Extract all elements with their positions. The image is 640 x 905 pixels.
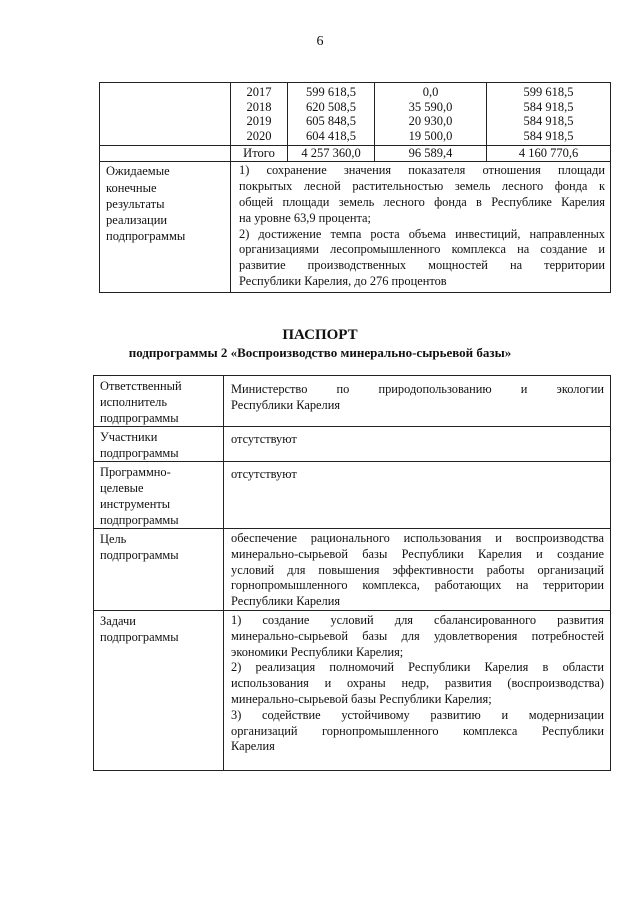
year-value: 2017 <box>246 85 272 99</box>
passport-value-line: Карелия <box>231 739 275 754</box>
passport-value-text <box>231 429 604 448</box>
passport-label-line: исполнитель <box>100 395 167 409</box>
passport-value-text <box>231 464 604 483</box>
passport-row-value <box>224 427 611 462</box>
passport-value-line: Министерство по природопользованию и экологии <box>231 382 604 396</box>
passport-row <box>94 462 611 529</box>
year-value: 2019 <box>246 114 272 129</box>
passport-value-line: условий для повышения эффективности работы организаций <box>231 562 604 577</box>
expected-results-line: Республики Карелия, до 276 процентов <box>239 273 447 288</box>
passport-row-value <box>224 376 611 427</box>
passport-label-line: Ответственный <box>100 379 182 393</box>
passport-row <box>94 427 611 462</box>
col3-column <box>487 83 611 146</box>
year-value: 2018 <box>246 99 272 114</box>
col3-value: 584 918,5 <box>523 114 574 129</box>
expected-results-label-line: реализации <box>106 212 168 227</box>
passport-value-line: горнопромышленного комплекса, работающих на территории <box>231 578 604 593</box>
passport-value-line: использования и охраны недр, развития (воспроизводства) <box>231 676 604 691</box>
passport-label-line: Цель <box>100 532 127 546</box>
passport-label-line: Программно- <box>100 465 171 479</box>
passport-row <box>94 529 611 611</box>
passport-label-line: подпрограммы <box>100 513 179 527</box>
passport-value-line: 3) содействие устойчивому развитию и модернизации <box>231 707 604 722</box>
passport-value-text <box>231 531 604 610</box>
passport-label-line: целевые <box>100 481 144 495</box>
passport-value-text <box>231 613 604 755</box>
passport-row-label <box>94 610 224 770</box>
year-column <box>231 83 288 146</box>
passport-label-line: подпрограммы <box>100 411 179 425</box>
passport-value-line: Республики Карелия <box>231 397 341 412</box>
passport-label-line: Участники <box>100 430 158 444</box>
col3-value: 584 918,5 <box>523 99 574 114</box>
passport-value-line: 2) реализация полномочий Республики Карелия в области <box>231 660 604 675</box>
col3-value: 584 918,5 <box>523 128 574 143</box>
expected-results-line: общей площади земель лесного фонда в Республике Карелия <box>239 194 605 209</box>
passport-label-line: подпрограммы <box>100 629 179 644</box>
passport-value-line: минерально-сырьевой базы Республики Карелия и создание <box>231 546 604 561</box>
total-column <box>288 83 375 146</box>
total-value: 620 508,5 <box>306 99 356 114</box>
passport-title: ПАСПОРТ <box>282 327 358 343</box>
itogo-total: 4 257 360,0 <box>288 146 375 162</box>
passport-value-line: 1) создание условий для сбалансированного развития <box>231 612 604 627</box>
financing-table <box>99 82 611 293</box>
passport-label-line: инструменты <box>100 497 171 511</box>
itogo-col2: 96 589,4 <box>375 146 487 162</box>
financing-rows <box>100 83 611 146</box>
col2-value: 19 500,0 <box>408 128 453 143</box>
passport-value-line: отсутствуют <box>231 432 297 446</box>
passport-value-line: экономики Республики Карелия; <box>231 644 404 659</box>
passport-subtitle: подпрограммы 2 «Воспроизводство минерально-сырьевой базы» <box>128 345 512 360</box>
passport-value-line: Республики Карелия <box>231 594 341 609</box>
passport-row-value <box>224 462 611 529</box>
passport-row <box>94 610 611 770</box>
passport-value-line: обеспечение рационального использования и воспроизводства <box>231 531 604 545</box>
expected-results-line: организациями лесопромышленного комплекса на создание и <box>239 242 605 257</box>
passport-row-label <box>94 427 224 462</box>
total-value: 604 418,5 <box>306 128 356 143</box>
expected-results-line: развитие производственных мощностей на территории <box>239 258 605 273</box>
expected-results-label-line: Ожидаемые <box>106 164 170 179</box>
expected-results-text <box>231 162 611 292</box>
passport-value-line: организаций горнопромышленного комплекса Республики <box>231 723 604 738</box>
expected-results-line: покрытых лесной растительностью земель лесного фонда к <box>239 179 605 194</box>
expected-results-line: на уровне 63,9 процента; <box>239 210 371 225</box>
col2-value: 20 930,0 <box>408 114 453 129</box>
total-value: 605 848,5 <box>306 114 356 129</box>
passport-value-text <box>231 378 604 414</box>
passport-value-line: минерально-сырьевой базы Республики Карелия; <box>231 691 492 706</box>
passport-label-line: подпрограммы <box>100 446 179 460</box>
passport-row-label <box>94 462 224 529</box>
passport-row-value <box>224 529 611 611</box>
passport-label-line: подпрограммы <box>100 548 179 562</box>
col2-value: 0,0 <box>422 85 439 99</box>
financing-label-cell <box>100 83 231 146</box>
year-value: 2020 <box>246 128 272 143</box>
col3-value: 599 618,5 <box>523 85 574 99</box>
passport-label-line: Задачи <box>100 613 136 628</box>
itogo-row <box>100 146 611 162</box>
total-value: 599 618,5 <box>306 85 356 99</box>
page-number: 6 <box>316 34 324 49</box>
passport-row-label <box>94 376 224 427</box>
passport-value-line: минерально-сырьевой базы для удовлетворения потребностей <box>231 628 604 643</box>
expected-results-line: 2) достижение темпа роста объема инвестиций, направленных <box>239 226 605 241</box>
col2-column <box>375 83 487 146</box>
passport-row-label <box>94 529 224 611</box>
passport-value-line: отсутствуют <box>231 467 297 481</box>
itogo-label: Итого <box>231 146 288 162</box>
itogo-col3: 4 160 770,6 <box>487 146 611 162</box>
passport-row-value <box>224 610 611 770</box>
passport-row <box>94 376 611 427</box>
expected-results-label-line: результаты <box>106 196 165 211</box>
expected-results-label-line: подпрограммы <box>106 229 186 244</box>
expected-results-label <box>100 162 231 292</box>
expected-results-row <box>100 162 611 292</box>
passport-table <box>93 375 611 771</box>
expected-results-label-line: конечные <box>106 180 157 195</box>
itogo-label-blank <box>100 146 231 162</box>
expected-results-line: 1) сохранение значения показателя отношения площади <box>239 163 605 178</box>
col2-value: 35 590,0 <box>408 99 453 114</box>
